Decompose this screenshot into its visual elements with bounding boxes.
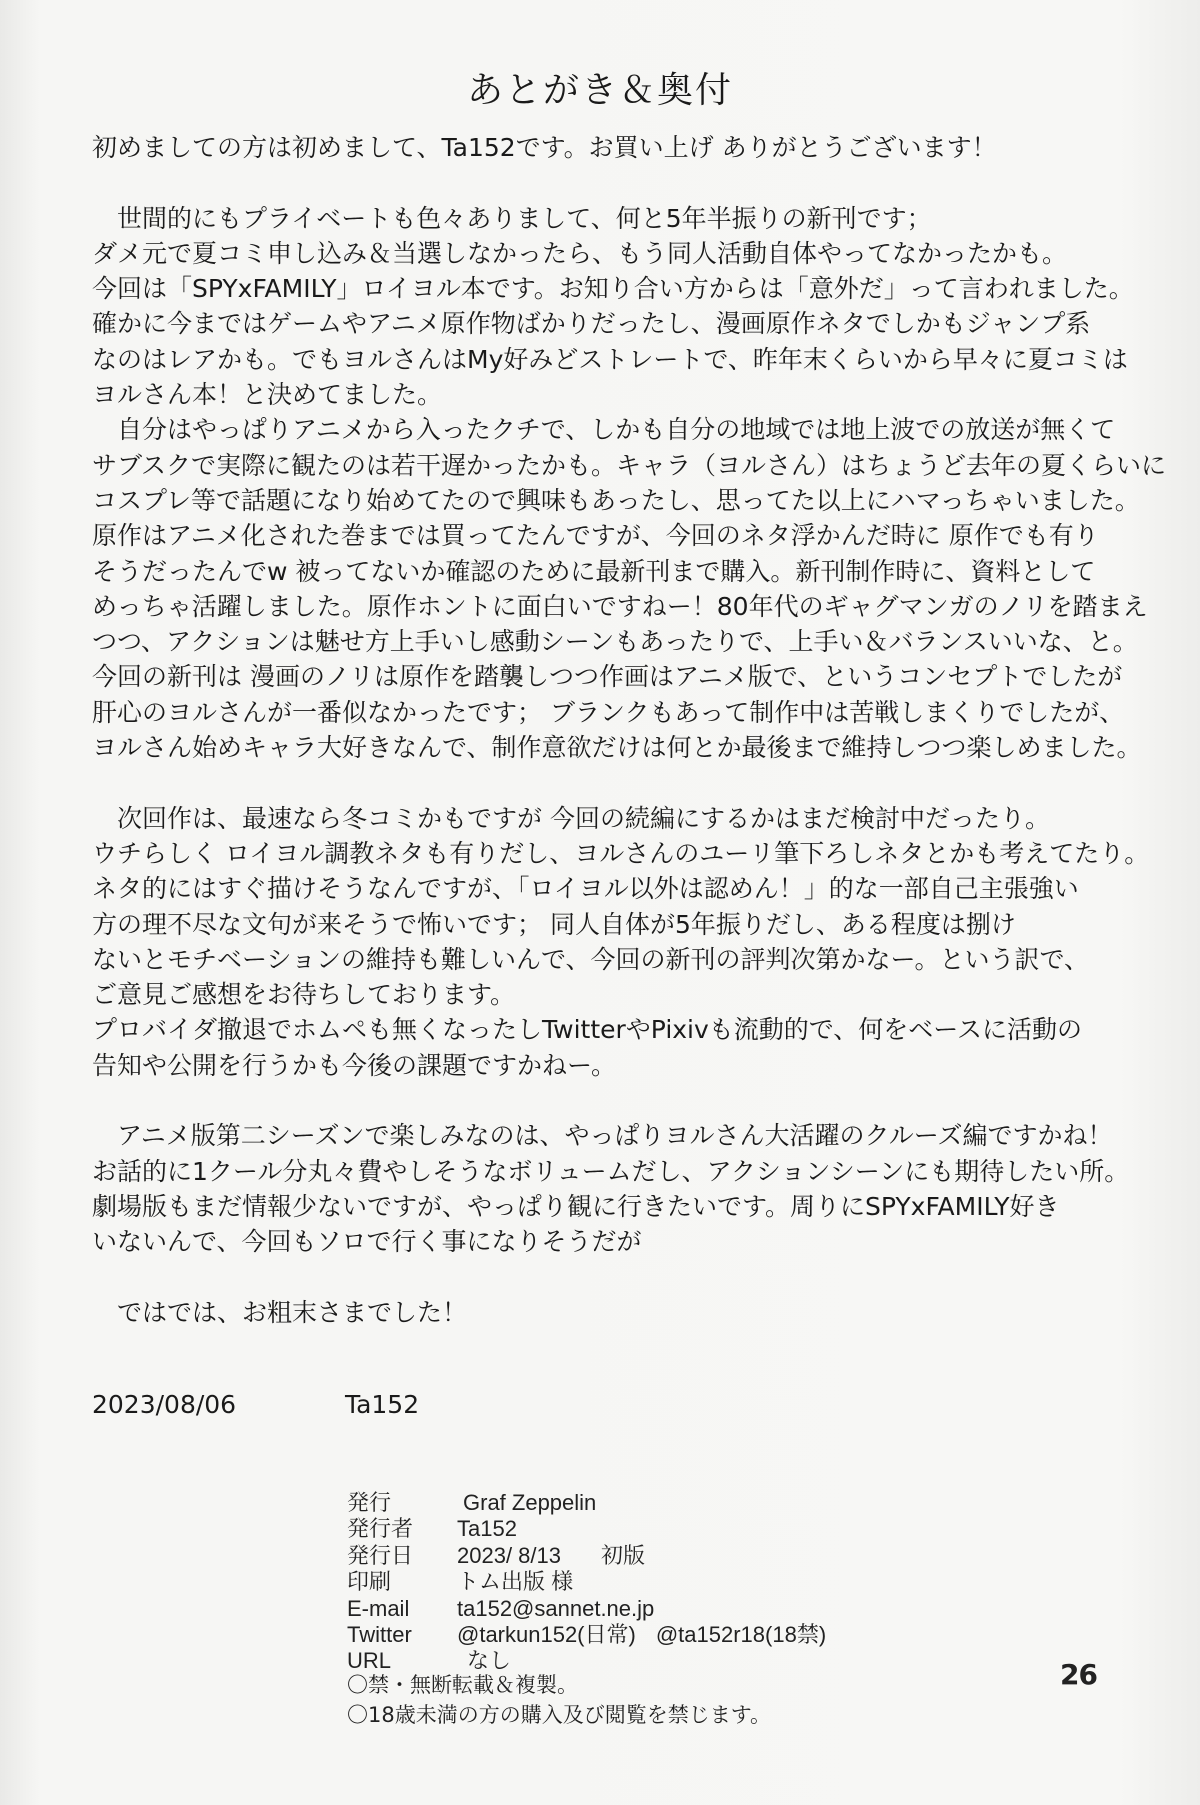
text-line: ご意見ご感想をお待ちしております。 xyxy=(92,980,516,1010)
text-line: 劇場版もまだ情報少ないですが、やっぱり観に行きたいです。周りにSPYxFAMILY好き xyxy=(92,1191,1060,1221)
text-line: いないんで、今回もソロで行く事になりそうだが xyxy=(92,1227,642,1257)
signature-date: 2023/08/06 xyxy=(92,1390,237,1419)
colophon-value: トム出版 様 xyxy=(457,1569,574,1595)
blank-line xyxy=(92,165,1132,200)
colophon-value: Ta152 xyxy=(457,1516,517,1542)
colophon-key: Twitter xyxy=(347,1621,412,1647)
colophon-row xyxy=(347,1543,826,1569)
text-line: ではでは、お粗末さまでした！ xyxy=(92,1297,468,1327)
text-line: めっちゃ活躍しました。原作ホントに面白いですねー！80年代のギャグマンガのノリを踏まえ xyxy=(92,591,1148,621)
text-line: ヨルさん本！と決めてました。 xyxy=(92,380,443,410)
text-line: プロバイダ撤退でホムペも無くなったしTwitterやPixivも流動的で、何をベースに活動の xyxy=(92,1015,1083,1045)
text-line: 初めましての方は初めまして、Ta152です。お買い上げ ありがとうございます！ xyxy=(92,133,997,162)
colophon xyxy=(347,1490,826,1675)
blank-line xyxy=(92,1260,1132,1295)
text-line: 今回は「SPYxFAMILY」ロイヨル本です。お知り合い方からは「意外だ」って言われました。 xyxy=(92,274,1134,304)
text-line: 世間的にもプライベートも色々ありまして、何と5年半振りの新刊です； xyxy=(92,203,932,233)
colophon-value: @tarkun152(日常) xyxy=(457,1621,636,1647)
text-line: 原作はアニメ化された巻までは買ってたんですが、今回のネタ浮かんだ時に 原作でも有り xyxy=(92,521,1099,551)
colophon-row xyxy=(347,1596,826,1622)
colophon-key: 発行 xyxy=(347,1490,392,1515)
signature-author: Ta152 xyxy=(344,1390,420,1419)
text-line: 方の理不尽な文句が来そうで怖いです； 同人自体が5年振りだし、ある程度は捌け xyxy=(92,909,1016,939)
text-line: ヨルさん始めキャラ大好きなんで、制作意欲だけは何とか最後まで維持しつつ楽しめました。 xyxy=(92,733,1142,763)
colophon-extra: 初版 xyxy=(600,1542,645,1568)
colophon-row xyxy=(347,1569,826,1595)
blank-line xyxy=(92,1083,1132,1118)
note-line: 〇18歳未満の方の購入及び閲覧を禁じます。 xyxy=(347,1703,772,1727)
colophon-value: 2023/ 8/13 xyxy=(457,1542,561,1568)
notes xyxy=(347,1670,771,1730)
text-line: お話的に1クール分丸々費やしそうなボリュームだし、アクションシーンにも期待したい所。 xyxy=(92,1156,1130,1186)
text-line: なのはレアかも。でもヨルさんはMy好みどストレートで、昨年末くらいから早々に夏コミは xyxy=(92,344,1128,374)
blank-line xyxy=(92,765,1132,800)
signature xyxy=(92,1390,419,1419)
colophon-key: E-mail xyxy=(347,1595,410,1621)
colophon-row xyxy=(347,1516,826,1542)
colophon-key: 印刷 xyxy=(347,1569,392,1595)
colophon-key: 発行日 xyxy=(347,1542,414,1568)
text-line: 自分はやっぱりアニメから入ったクチで、しかも自分の地域では地上波での放送が無くて xyxy=(92,415,1116,445)
text-line: コスプレ等で話題になり始めてたので興味もあったし、思ってた以上にハマっちゃいました。 xyxy=(92,485,1140,515)
note-line: 〇禁・無断転載＆複製。 xyxy=(347,1673,578,1697)
text-line: ウチらしく ロイヨル調教ネタも有りだし、ヨルさんのユーリ筆下ろしネタとかも考えてたり。 xyxy=(92,838,1150,868)
text-line: 確かに今まではゲームやアニメ原作物ばかりだったし、漫画原作ネタでしかもジャンプ系 xyxy=(92,309,1091,339)
colophon-key: URL xyxy=(347,1648,392,1674)
text-line: つつ、アクションは魅せ方上手いし感動シーンもあったりで、上手い＆バランスいいな、と。 xyxy=(92,627,1138,657)
afterword-body xyxy=(92,130,1167,1330)
colophon-key: 発行者 xyxy=(347,1516,414,1542)
colophon-row xyxy=(347,1622,826,1648)
text-line: アニメ版第二シーズンで楽しみなのは、やっぱりヨルさん大活躍のクルーズ編ですかね！ xyxy=(92,1121,1113,1151)
text-line: ネタ的にはすぐ描けそうなんですが、「ロイヨル以外は認めん！」的な一部自己主張強い xyxy=(92,874,1079,904)
page-title: あとがき＆奥付 xyxy=(466,70,733,111)
text-line: ダメ元で夏コミ申し込み＆当選しなかったら、もう同人活動自体やってなかったかも。 xyxy=(92,238,1068,268)
colophon-extra: @ta152r18(18禁) xyxy=(655,1621,827,1647)
text-line: 今回の新刊は 漫画のノリは原作を踏襲しつつ作画はアニメ版で、というコンセプトでしたが xyxy=(92,662,1123,692)
page-number: 26 xyxy=(1060,1658,1097,1691)
colophon-value: Graf Zeppelin xyxy=(463,1490,597,1515)
text-line: 肝心のヨルさんが一番似なかったです； ブランクもあって制作中は苦戦しまくりでしたが、 xyxy=(92,697,1125,727)
text-line: 次回作は、最速なら冬コミかもですが 今回の続編にするかはまだ検討中だったり。 xyxy=(92,803,1050,833)
text-line: そうだったんでw 被ってないか確認のために最新刊まで購入。新刊制作時に、資料として xyxy=(92,556,1096,586)
text-line: 告知や公開を行うかも今後の課題ですかねー。 xyxy=(92,1050,617,1080)
text-line: ないとモチベーションの維持も難しいんで、今回の新刊の評判次第かなー。という訳で、 xyxy=(92,944,1090,974)
colophon-row xyxy=(347,1490,826,1516)
colophon-value: ta152@sannet.ne.jp xyxy=(457,1595,655,1621)
text-line: サブスクで実際に観たのは若干遅かったかも。キャラ（ヨルさん）はちょうど去年の夏くらいに xyxy=(92,450,1167,480)
colophon-value: なし xyxy=(467,1648,512,1674)
